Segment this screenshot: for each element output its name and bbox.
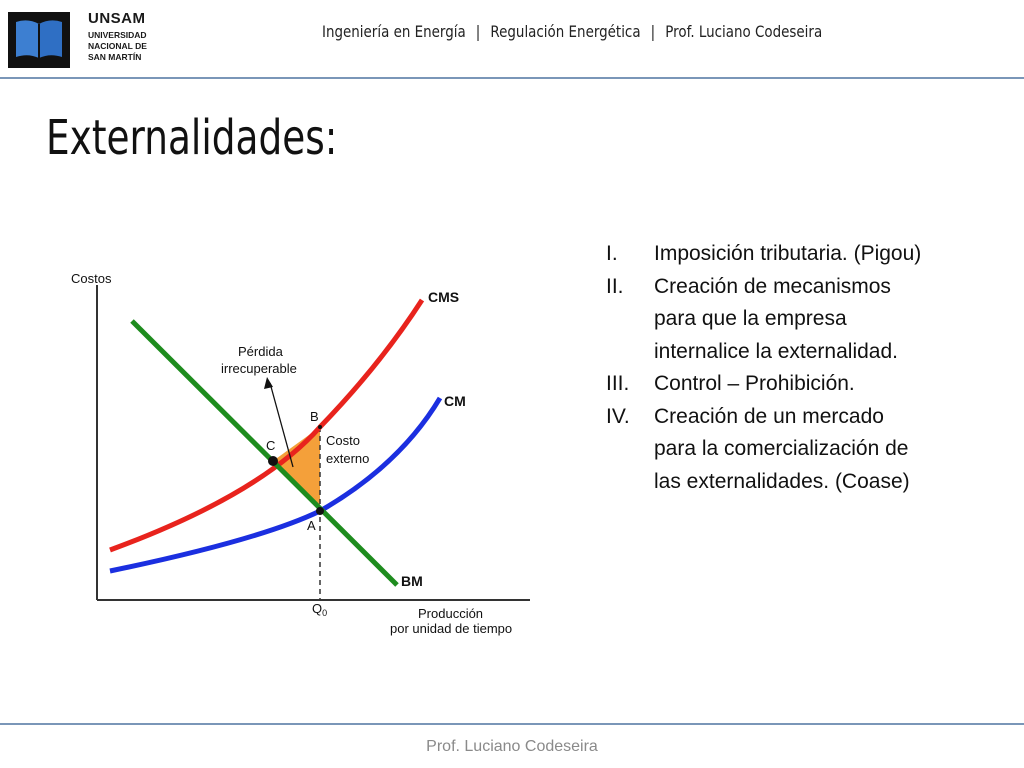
header-separator: |: [475, 22, 481, 41]
footer-professor: Prof. Luciano Codeseira: [426, 738, 598, 755]
list-item: [606, 368, 926, 401]
list-item: [606, 401, 926, 499]
list-item-text: Creación de mecanismos para que la empresa internalice la externalidad.: [654, 274, 898, 363]
logo-text: [88, 10, 147, 63]
logo-name: UNSAM: [88, 10, 146, 27]
point-c-label: C: [266, 438, 276, 453]
header-breadcrumb: [322, 22, 822, 41]
solutions-list: [606, 238, 926, 498]
arrow-up-icon: [264, 377, 273, 389]
footer-divider: [0, 723, 1024, 725]
header-separator: |: [650, 22, 656, 41]
cm-curve: [110, 398, 440, 571]
slide-title: Externalidades:: [46, 110, 338, 166]
point-a-marker: [316, 507, 324, 515]
x-axis-label-line-2: por unidad de tiempo: [390, 621, 513, 636]
bm-label: BM: [401, 573, 423, 589]
cms-label: CMS: [428, 289, 460, 305]
list-item-text: Control – Prohibición.: [654, 372, 855, 395]
cm-label: CM: [444, 393, 466, 409]
quantity-q: Q: [312, 601, 323, 616]
list-item-number: III.: [606, 372, 630, 395]
list-item: [606, 238, 926, 271]
logo-line-2: NACIONAL DE: [88, 41, 147, 51]
loss-arrow-line: [270, 383, 293, 467]
slide-header: [0, 0, 1024, 78]
deadweight-loss-label-line-1: Pérdida: [238, 344, 283, 359]
quantity-subscript: 0: [322, 608, 328, 618]
professor-name: Prof. Luciano Codeseira: [665, 22, 823, 41]
book-logo-icon: [8, 12, 70, 68]
subject-name: Regulación Energética: [490, 22, 641, 41]
course-name: Ingeniería en Energía: [322, 22, 466, 41]
externality-diagram: [60, 265, 540, 640]
point-b-marker: [318, 425, 322, 429]
external-cost-label-line-2: externo: [326, 451, 370, 466]
y-axis-label: Costos: [71, 271, 112, 286]
list-item-number: IV.: [606, 404, 630, 428]
quantity-label: [312, 601, 327, 618]
header-divider: [0, 77, 1024, 79]
external-cost-label-line-1: Costo: [326, 433, 360, 448]
list-item-text: Imposición tributaria. (Pigou): [654, 242, 922, 265]
list-item-text: Creación de un mercado para la comercialización de las externalidades. (Coase): [654, 404, 910, 493]
x-axis-label-line-1: Producción: [418, 606, 484, 621]
point-b-label: B: [310, 409, 319, 424]
cms-curve: [110, 300, 422, 550]
university-logo: [8, 10, 178, 70]
list-item: [606, 271, 926, 369]
list-item-number: II.: [606, 274, 624, 298]
deadweight-loss-label-line-2: irrecuperable: [221, 361, 297, 376]
point-c-marker: [268, 456, 278, 466]
point-a-label: A: [307, 518, 316, 533]
list-item-number: I.: [606, 242, 618, 265]
logo-line-1: UNIVERSIDAD: [88, 30, 147, 40]
logo-line-3: SAN MARTÍN: [88, 52, 142, 62]
